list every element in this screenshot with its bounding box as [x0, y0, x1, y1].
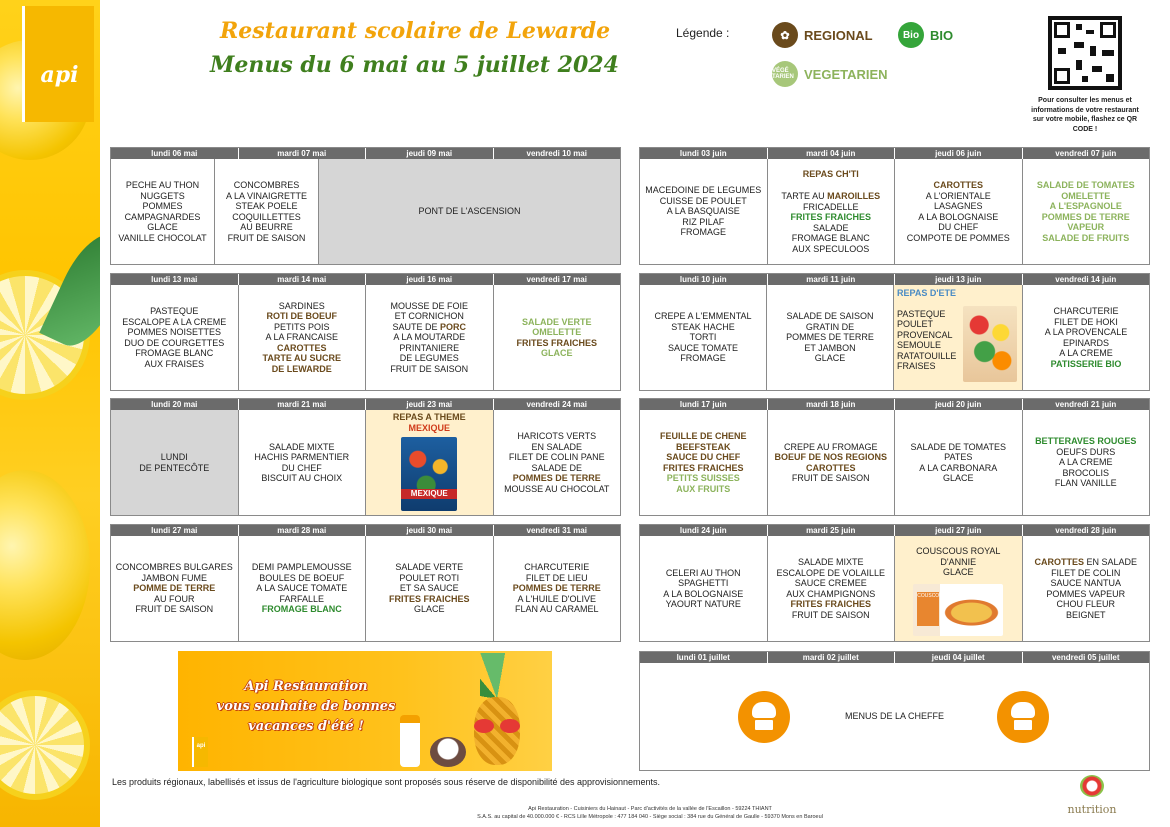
menu-item: SALADE DE TOMATES: [1036, 180, 1135, 190]
meal-heading: REPAS CH'TI: [802, 168, 859, 179]
legend-bio-label: BIO: [930, 27, 954, 43]
day-label: vendredi 17 mai: [526, 275, 587, 284]
menu-item: PETITS SUISSES: [666, 473, 740, 483]
menu-item: SALADE MIXTE: [268, 441, 335, 452]
menu-item: SPAGHETTI: [678, 578, 729, 588]
menu-item: FRITES FRAICHES: [662, 462, 744, 473]
menu-item: A LA VINAIGRETTE: [225, 190, 308, 201]
menu-item: SALADE DE: [531, 462, 583, 473]
week-day-header: [111, 274, 620, 285]
menu-item: SAUCE CREMEE: [794, 578, 867, 588]
menu-item-part: SAUTE DE: [392, 321, 438, 332]
menu-item: PATES: [944, 452, 973, 462]
day-label: lundi 17 juin: [640, 399, 768, 410]
menu-item: ET CORNICHON: [394, 311, 464, 322]
menu-item: A L'ORIENTALE: [925, 190, 991, 201]
menu-item: POMMES DE TERRE: [512, 583, 601, 594]
menu-cell: [366, 536, 494, 641]
menu-item: DE LEWARDE: [271, 363, 332, 374]
menu-item: TORTI: [689, 332, 717, 343]
day-label: mardi 28 mai: [239, 525, 367, 536]
week-day-header: [640, 525, 1149, 536]
menu-item: MACEDOINE DE LEGUMES: [645, 185, 762, 196]
legend-bio: [898, 22, 953, 48]
menu-item-part: TARTE AU: [781, 191, 825, 202]
day-label: mardi 14 mai: [239, 274, 367, 285]
chef-hat-icon: [997, 691, 1049, 743]
menu-item: GLACE: [413, 604, 445, 615]
week-day-header: [111, 148, 620, 159]
menu-cell: [494, 285, 621, 390]
menu-item: RIZ PILAF: [682, 216, 725, 227]
menu-cell: [1023, 410, 1150, 515]
menu-cell: [895, 159, 1023, 264]
menu-item: GRATIN DE: [805, 321, 855, 332]
menu-item: SEMOULE: [897, 340, 942, 350]
week-block: [110, 147, 621, 265]
menu-cell: [239, 536, 367, 641]
week-body: [111, 410, 620, 515]
menu-item: AUX CHAMPIGNONS: [786, 588, 876, 599]
menu-cell: [1023, 536, 1150, 641]
menu-item: CONCOMBRES: [233, 180, 300, 190]
day-label: jeudi 09 mai: [366, 148, 494, 159]
menu-item: DU CHEF: [938, 222, 979, 232]
menu-item: FLAN VANILLE: [1054, 478, 1117, 489]
menu-item: FILET DE COLIN PANE: [508, 452, 605, 462]
menu-item: POMMES VAPEUR: [1046, 588, 1126, 599]
menu-item: TARTE AU SUCRE: [262, 353, 341, 364]
page-subtitle: Menus du 6 mai au 5 juillet 2024: [210, 52, 619, 78]
menu-item: JAMBON FUME: [141, 572, 207, 583]
menu-item: FROMAGE: [680, 227, 726, 238]
image-caption: COUSCOUS: [917, 592, 939, 626]
api-nutrition-logo: nutrition: [1062, 775, 1122, 819]
footnote: Les produits régionaux, labellisés et issus de l'agriculture biologique sont proposés sous réserve de disponibilité des approvisionnements.: [112, 777, 661, 787]
menu-cell: [640, 410, 768, 515]
menu-item: BISCUIT AU CHOIX: [261, 473, 343, 483]
menu-item: SAUCE DU CHEF: [666, 452, 741, 462]
day-label: vendredi 21 juin: [1055, 400, 1117, 409]
day-label: mardi 21 mai: [239, 399, 367, 410]
menu-item: STEAK POELE: [235, 201, 298, 211]
menu-item: BEIGNET: [1065, 609, 1106, 620]
menu-item: BEEFSTEAK: [675, 441, 731, 452]
menu-item: SALADE VERTE: [395, 562, 464, 573]
menu-item: A LA CARBONARA: [919, 462, 998, 473]
menu-cell: [895, 410, 1023, 515]
company-info: S.A.S. au capital de 40.000.000 € - RCS Lille Métropole : 477 184 040 - Siège social : 384 rue du Général de Gaulle - 59370 Mons en Baroeul: [477, 814, 823, 820]
image-caption: MEXIQUE: [401, 489, 457, 500]
menu-item: [1034, 557, 1137, 568]
week-block: [639, 147, 1150, 265]
menu-item-part: CAROTTES: [1034, 557, 1084, 567]
day-label: jeudi 27 juin: [895, 525, 1023, 536]
lemon-decoration: [0, 0, 100, 827]
menu-item: EPINARDS: [1062, 337, 1109, 348]
menu-item: FILET DE LIEU: [525, 572, 588, 583]
menu-item: BROCOLIS: [1062, 467, 1109, 478]
menu-item: PECHE AU THON: [125, 180, 200, 190]
qr-code-icon[interactable]: [1048, 16, 1122, 90]
menu-item: LASAGNES: [933, 201, 983, 211]
day-label: lundi 24 juin: [640, 525, 768, 536]
menu-item: FRAISES: [897, 361, 936, 371]
day-label: jeudi 04 juillet: [895, 652, 1023, 663]
menu-item: FRITES FRAICHES: [790, 599, 871, 609]
menu-item: MOUSSE AU CHOCOLAT: [504, 483, 610, 494]
menu-item: ESCALOPE A LA CREME: [122, 316, 227, 327]
menu-cell: [494, 410, 621, 515]
menu-item: A LA BASQUAISE: [666, 206, 740, 217]
menu-item: CAROTTES: [277, 342, 327, 353]
menu-cell: [640, 285, 767, 390]
menu-item-part: PORC: [440, 321, 467, 332]
menu-item: AUX SPECULOOS: [792, 243, 870, 254]
menu-item: PASTEQUE: [897, 308, 946, 319]
menu-item: FROMAGE BLANC: [261, 604, 342, 615]
menu-item: CHARCUTERIE: [1053, 306, 1119, 316]
menu-item: DU CHEF: [281, 462, 322, 473]
day-label: lundi 03 juin: [640, 148, 768, 159]
menu-item: SALADE VERTE: [521, 316, 592, 327]
menu-item: MOUSSE DE FOIE: [390, 300, 468, 311]
menu-item: A LA BOLOGNAISE: [918, 211, 999, 222]
menu-cell-theme: [366, 410, 494, 515]
menu-item: COQUILLETTES: [232, 211, 301, 222]
day-label: mardi 11 juin: [768, 274, 896, 285]
couscous-image: [913, 584, 1003, 636]
menu-item: BETTERAVES ROUGES: [1035, 436, 1137, 447]
menu-item: RATATOUILLE: [897, 350, 957, 361]
day-label: vendredi 10 mai: [526, 149, 587, 158]
menu-cell-theme: [894, 285, 1023, 390]
day-label: lundi 06 mai: [111, 148, 239, 159]
menu-item: FRUIT DE SAISON: [135, 604, 214, 615]
menu-item: PASTEQUE: [150, 306, 199, 316]
menu-item: DUO DE COURGETTES: [124, 337, 225, 348]
menu-item: CUISSE DE POULET: [659, 195, 747, 206]
menu-cell: [640, 536, 768, 641]
theme-subtitle: MEXIQUE: [408, 422, 450, 433]
menu-item: POMME DE TERRE: [133, 583, 216, 594]
sunglasses-icon: [474, 719, 520, 733]
legend-vegetarien: [772, 61, 888, 87]
day-label: lundi 27 mai: [111, 525, 239, 536]
menu-item: AUX FRUITS: [676, 483, 731, 494]
menu-item: ESCALOPE DE VOLAILLE: [776, 567, 886, 578]
menu-item: GLACE: [814, 353, 846, 364]
legend-label: Légende :: [676, 26, 730, 40]
menu-item: GLACE: [147, 222, 178, 232]
menu-item: ET SA SAUCE: [399, 583, 459, 594]
menu-item: SAUCE TOMATE: [667, 342, 738, 353]
day-label: vendredi 05 juillet: [1051, 653, 1120, 662]
menu-item-part: EN SALADE: [1086, 557, 1138, 567]
day-label: jeudi 20 juin: [895, 399, 1023, 410]
menu-item: A LA FRANCAISE: [265, 332, 339, 343]
menu-item: FARFALLE: [279, 593, 325, 604]
menu-item: FROMAGE: [680, 353, 726, 364]
menu-cell: [239, 410, 367, 515]
pineapple-leaves: [480, 653, 514, 699]
menu-item: FRUIT DE SAISON: [791, 609, 870, 620]
menu-cell: [767, 285, 894, 390]
company-info: Api Restauration - Cuisiniers du Hainaut - Parc d'activités de la vallée de l'Escaillon - 59224 THIANT: [528, 806, 772, 812]
menu-item: FRUIT DE SAISON: [791, 473, 870, 483]
day-label: jeudi 30 mai: [366, 525, 494, 536]
week-block: [639, 273, 1150, 391]
menu-item: FILET DE HOKI: [1054, 316, 1118, 327]
menu-cell: [1023, 285, 1149, 390]
menu-cell: [768, 536, 896, 641]
week-body: [111, 285, 620, 390]
menu-item: [392, 322, 466, 333]
menu-item: FEUILLE DE CHENE: [659, 431, 747, 441]
menu-item: HACHIS PARMENTIER: [254, 452, 350, 462]
menu-item: POMMES DE TERRE: [512, 473, 601, 483]
day-label: lundi 13 mai: [111, 274, 239, 285]
menu-cell: [366, 285, 494, 390]
day-label: mardi 18 juin: [768, 399, 896, 410]
legend-vegetarien-label: VEGETARIEN: [804, 66, 888, 82]
holiday-day-header: [640, 652, 1149, 663]
menu-item: PATISSERIE BIO: [1050, 358, 1122, 369]
week-day-header: [111, 525, 620, 536]
menu-cell: [111, 159, 215, 264]
menu-item: SALADE DE FRUITS: [1042, 232, 1130, 243]
menu-item: CELERI AU THON: [665, 567, 741, 578]
holiday-text: MENUS DE LA CHEFFE: [844, 711, 945, 721]
menu-item: VANILLE CHOCOLAT: [118, 232, 207, 243]
menu-cell: [640, 159, 768, 264]
day-label: vendredi 14 juin: [1055, 275, 1117, 284]
menu-item: HARICOTS VERTS: [517, 431, 597, 441]
menu-cell: [494, 536, 621, 641]
menu-item: AUX FRAISES: [144, 358, 204, 369]
menu-item: AU FOUR: [154, 593, 195, 604]
bio-icon: Bio: [898, 22, 924, 48]
day-label: lundi 01 juillet: [640, 652, 768, 663]
menu-item: POMMES CAMPAGNARDES: [124, 201, 201, 222]
week-body: [640, 159, 1149, 264]
banner-text: Api Restauration vous souhaite de bonnes vacances d'été !: [216, 679, 396, 734]
menu-item: GLACE: [942, 567, 974, 577]
menu-item: SALADE DE SAISON: [786, 311, 874, 322]
menu-item: PONT DE L'ASCENSION: [418, 206, 521, 217]
menu-item: COUSCOUS ROYAL: [916, 546, 1001, 556]
menu-item: POULET: [897, 319, 934, 329]
menu-item: [781, 191, 880, 202]
menu-item: SALADE DE TOMATES: [910, 441, 1007, 452]
menu-item: VAPEUR: [1067, 222, 1105, 232]
fruit-bowl-image: [963, 306, 1017, 382]
day-label: jeudi 13 juin: [895, 274, 1023, 285]
menu-item: ET JAMBON: [804, 342, 856, 353]
day-label: mardi 04 juin: [768, 148, 896, 159]
menu-item: SALADE MIXTE: [797, 557, 864, 567]
menu-cell: [1023, 159, 1150, 264]
api-logo: api: [192, 737, 208, 767]
day-label: mardi 25 juin: [768, 525, 896, 536]
bottle-image: [400, 715, 420, 767]
holiday-week: [639, 651, 1150, 771]
menu-item: DE LEGUMES: [399, 353, 459, 364]
menu-item: FRUIT DE SAISON: [227, 232, 306, 243]
week-block: [110, 398, 621, 516]
week-block: [110, 524, 621, 642]
menu-item: PETITS POIS: [273, 321, 330, 332]
day-label: vendredi 24 mai: [526, 400, 587, 409]
menu-item: POMMES NOISETTES: [127, 327, 221, 337]
day-label: lundi 10 juin: [640, 274, 768, 285]
vegetarien-icon: VÉGÉ TARIEN: [772, 61, 798, 87]
menu-item: OMELETTE: [1061, 190, 1111, 201]
menu-item: NUGGETS: [140, 190, 185, 201]
menu-item: FROMAGE BLANC: [135, 348, 214, 358]
menu-item: POMMES DE TERRE: [786, 332, 874, 343]
menu-item: GLACE: [942, 473, 974, 483]
menu-item: SARDINES: [278, 300, 325, 311]
menu-item: OEUFS DURS: [1056, 446, 1116, 457]
menu-item: CAROTTES: [806, 462, 856, 473]
menu-item: FLAN AU CARAMEL: [514, 604, 599, 615]
menu-item: CREPE AU FROMAGE: [783, 441, 878, 452]
menu-cell-theme: [895, 536, 1023, 641]
menu-cell: [111, 285, 239, 390]
theme-title: REPAS A THEME: [392, 412, 466, 422]
menu-item: BOULES DE BOEUF: [259, 572, 345, 583]
menu-item: BOEUF DE NOS REGIONS: [774, 452, 887, 462]
week-block: [639, 398, 1150, 516]
menu-item: FROMAGE BLANC: [791, 233, 870, 244]
mexican-food-image: [401, 437, 457, 511]
menu-item: A LA BOLOGNAISE: [663, 588, 744, 599]
menu-item: PROVENCAL: [897, 329, 953, 340]
menu-item: FRITES FRAICHES: [790, 212, 871, 223]
page-title: Restaurant scolaire de Lewarde: [220, 18, 611, 44]
menu-item: YAOURT NATURE: [665, 599, 741, 609]
menu-item: LUNDI: [160, 452, 188, 462]
menu-item: CHOU FLEUR: [1056, 599, 1115, 609]
menu-item: SALADE: [812, 222, 849, 233]
vacation-banner: [178, 651, 552, 771]
theme-title: REPAS D'ETE: [897, 288, 956, 298]
week-body: [640, 410, 1149, 515]
menu-item: DEMI PAMPLEMOUSSE: [251, 562, 352, 573]
menu-item: FRICADELLE: [802, 201, 859, 212]
menu-cell: [111, 536, 239, 641]
menu-item: A LA PROVENCALE: [1044, 327, 1128, 337]
menu-item: OMELETTE: [532, 327, 582, 337]
menu-item: A LA MOUTARDE: [393, 332, 466, 343]
menu-cell-closed: [111, 410, 239, 515]
menu-item: CREPE A L'EMMENTAL: [654, 311, 752, 322]
menu-item: FILET DE COLIN: [1051, 567, 1121, 578]
menu-cell: [215, 159, 319, 264]
week-body: [640, 536, 1149, 641]
menu-item: A L'HUILE D'OLIVE: [517, 593, 596, 604]
menu-item: POMMES DE TERRE: [1041, 211, 1130, 222]
week-day-header: [111, 399, 620, 410]
qr-caption: Pour consulter les menus et informations de votre restaurant sur votre mobile, flashez ce QR CODE !: [1031, 97, 1139, 133]
menu-item: AU BEURRE: [240, 222, 293, 232]
day-label: vendredi 07 juin: [1055, 149, 1117, 158]
menu-item: A L'ESPAGNOLE: [1049, 201, 1122, 211]
menu-item: A LA CREME: [1059, 348, 1113, 358]
week-day-header: [640, 148, 1149, 159]
menu-item: CONCOMBRES BULGARES: [115, 562, 233, 573]
menu-item: CHARCUTERIE: [524, 562, 590, 573]
day-label: jeudi 23 mai: [366, 399, 494, 410]
menu-item-part: MAROILLES: [827, 191, 881, 202]
menu-item: SAUCE NANTUA: [1050, 578, 1121, 588]
menu-item: A LA SAUCE TOMATE: [256, 583, 348, 594]
menu-cell: [768, 159, 896, 264]
menu-item: D'ANNIE: [940, 556, 977, 567]
menu-item: STEAK HACHE: [671, 321, 735, 332]
day-label: vendredi 28 juin: [1055, 526, 1117, 535]
week-body: [111, 159, 620, 264]
api-logo: api: [22, 6, 94, 122]
week-body: [640, 285, 1149, 390]
menu-cell-closed: [319, 159, 620, 264]
day-label: vendredi 31 mai: [526, 526, 587, 535]
legend-regional-label: REGIONAL: [804, 27, 873, 43]
week-block: [110, 273, 621, 391]
menu-item: FRITES FRAICHES: [516, 337, 597, 348]
day-label: jeudi 06 juin: [895, 148, 1023, 159]
week-body: [111, 536, 620, 641]
menu-cell: [239, 285, 367, 390]
menu-item: CAROTTES: [933, 180, 983, 190]
menu-item: EN SALADE: [531, 441, 583, 452]
day-label: mardi 07 mai: [239, 148, 367, 159]
week-day-header: [640, 274, 1149, 285]
menu-item: DE PENTECÔTE: [139, 462, 210, 473]
day-label: jeudi 16 mai: [366, 274, 494, 285]
legend-regional: [772, 22, 873, 48]
week-day-header: [640, 399, 1149, 410]
day-label: lundi 20 mai: [111, 399, 239, 410]
menu-cell: [768, 410, 896, 515]
menu-item: A LA CREME: [1058, 457, 1113, 468]
menu-item: PRINTANIERE: [399, 342, 460, 353]
menu-item: FRUIT DE SAISON: [390, 363, 469, 374]
menu-item: GLACE: [541, 348, 573, 358]
week-block: [639, 524, 1150, 642]
menu-item: COMPOTE DE POMMES: [906, 232, 1010, 243]
coconut-image: [430, 737, 466, 767]
menu-item: ROTI DE BOEUF: [266, 311, 337, 322]
day-label: mardi 02 juillet: [768, 652, 896, 663]
menu-item: POULET ROTI: [399, 572, 460, 583]
regional-icon: ✿: [772, 22, 798, 48]
menu-item: FRITES FRAICHES: [388, 593, 470, 604]
